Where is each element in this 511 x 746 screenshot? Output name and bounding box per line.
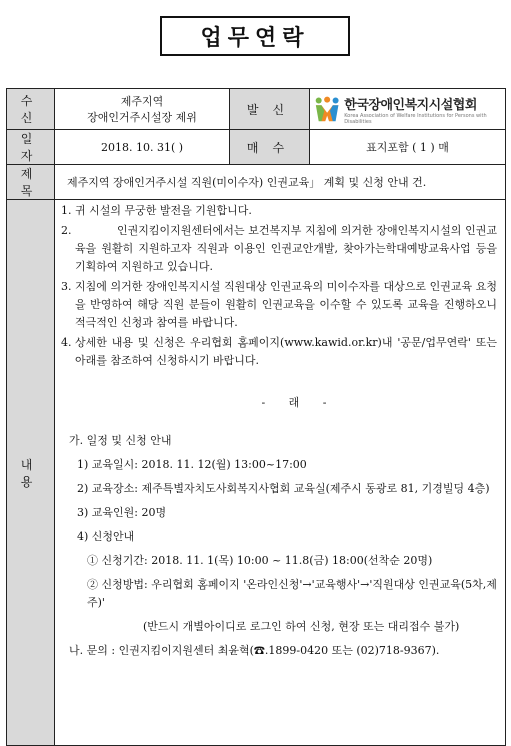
paragraph-number: 3. xyxy=(61,280,72,293)
paragraph-number: 2. xyxy=(61,224,72,237)
paragraph-number: 1. xyxy=(61,204,72,217)
org-name xyxy=(344,94,505,125)
person-figure-icon xyxy=(314,95,340,123)
content-body xyxy=(55,200,506,746)
list-item: 1) 교육일시: 2018. 11. 12(월) 13:00~17:00 xyxy=(77,458,307,471)
sub-list-note: (반드시 개별아이디로 로그인 하여 신청, 현장 또는 대리접수 불가) xyxy=(143,620,460,633)
recipient-row xyxy=(7,89,506,130)
date-row xyxy=(7,130,506,165)
sub-list-item: ② 신청방법: 우리협회 홈페이지 '온라인신청'→'교육행사'→'직원대상 인권교육(5차,제주)' xyxy=(87,578,497,609)
sender-value xyxy=(310,89,506,130)
org-logo xyxy=(310,91,505,127)
content-label: 내용 xyxy=(7,200,55,746)
recipient-line2: 장애인거주시설장 제위 xyxy=(87,111,197,124)
content-row xyxy=(7,200,506,746)
paragraph-2 xyxy=(61,222,497,276)
subject-label: 제목 xyxy=(7,165,55,200)
pages-value: 표지포함 ( 1 ) 매 xyxy=(310,130,506,165)
paragraph-3 xyxy=(61,278,497,332)
paragraph-text: 인권지킴이지원센터에서는 보건복지부 지침에 의거한 장애인복지시설의 인권교육을 원활히 지원하고자 직원과 이용인 인권교안개발, 찾아가는학대예방교육사업 등을 기획하여 지원하고 있습니다. xyxy=(75,224,497,273)
recipient-line1: 제주지역 xyxy=(120,95,164,108)
date-label: 일자 xyxy=(7,130,55,165)
paragraph-text: 귀 시설의 무궁한 발전을 기원합니다. xyxy=(75,204,252,217)
list-item: 3) 교육인원: 20명 xyxy=(77,506,167,519)
list-item: 4) 신청안내 xyxy=(77,530,135,543)
paragraph-1 xyxy=(61,202,497,220)
subject-row xyxy=(7,165,506,200)
document-title: 업무연락 xyxy=(160,16,350,56)
paragraph-4 xyxy=(61,334,497,370)
pages-label: 매수 xyxy=(230,130,310,165)
memo-form-table xyxy=(6,88,506,746)
sub-list-item: ① 신청기간: 2018. 11. 1(목) 10:00 ~ 11.8(금) 18:00(선착순 20명) xyxy=(87,554,433,567)
paragraph-text: 상세한 내용 및 신청은 우리협회 홈페이지(www.kawid.or.kr)내 '공문/업무연락' 또는 아래를 참조하여 신청하시기 바랍니다. xyxy=(75,336,497,367)
recipient-value xyxy=(55,89,230,130)
org-name-english: Korea Association of Welfare Institutions for Persons with Disabilities xyxy=(344,112,487,125)
contact-line: 나. 문의 : 인권지킴이지원센터 최윤혁(☎.1899-0420 또는 (02)718-9367). xyxy=(69,644,440,657)
list-item: 2) 교육장소: 제주특별자치도사회복지사협회 교육실(제주시 동광로 81, 기경빌딩 4층) xyxy=(77,482,490,495)
paragraph-text-wrap xyxy=(75,222,497,276)
subject-value: 제주지역 장애인거주시설 직원(미이수자) 인권교육」 계획 및 신청 안내 건. xyxy=(55,165,506,200)
paragraph-number: 4. xyxy=(61,336,72,349)
section-divider: - 래 - xyxy=(261,396,337,409)
recipient-label: 수신 xyxy=(7,89,55,130)
date-value: 2018. 10. 31( ) xyxy=(55,130,230,165)
paragraph-text: 지침에 의거한 장애인복지시설 직원대상 인권교육의 미이수자를 대상으로 인권교육 요청을 반영하여 해당 직원 분들이 원활히 인권교육을 이수할 수 있도록 교육을 진행하오니 적극적인 신청과 참여를 바랍니다. xyxy=(75,280,497,329)
sender-label: 발신 xyxy=(230,89,310,130)
section-heading: 가. 일정 및 신청 안내 xyxy=(69,434,172,447)
org-name-korean: 한국장애인복지시설협회 xyxy=(344,97,477,113)
